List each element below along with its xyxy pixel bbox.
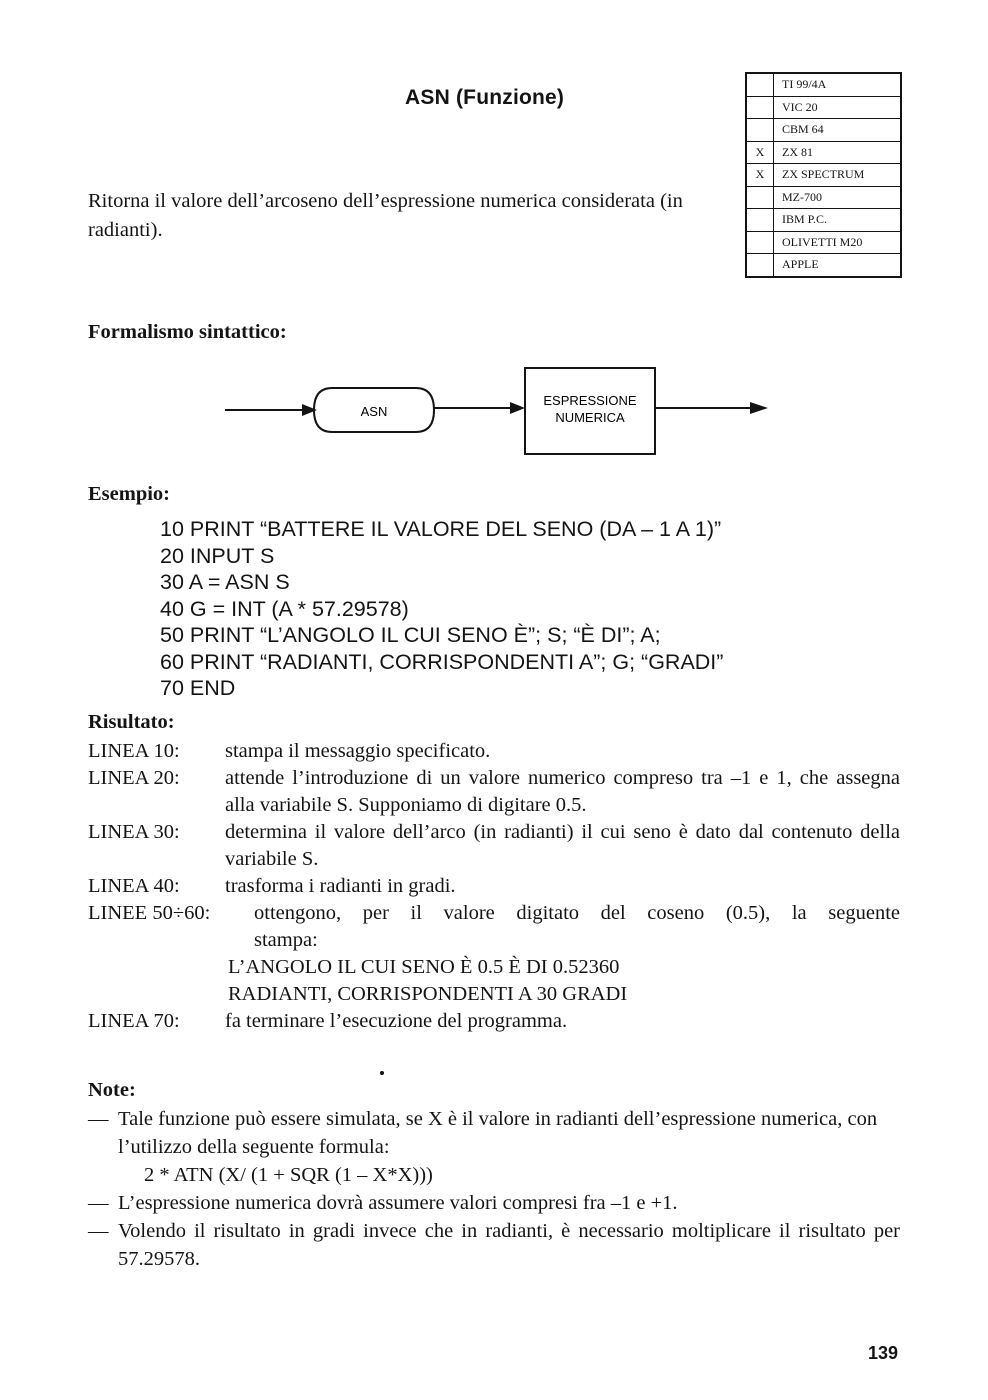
results-section: [88, 738, 900, 1035]
code-line: 70 END: [160, 676, 236, 700]
result-text: trasforma i radianti in gradi.: [225, 875, 456, 897]
compatibility-system-name: ZX SPECTRUM: [774, 164, 902, 187]
result-label: LINEA 70:: [88, 1010, 180, 1032]
note-dash: —: [88, 1108, 109, 1130]
compatibility-row: [746, 254, 901, 277]
note-item-1: [88, 1105, 900, 1189]
result-label: LINEA 20:: [88, 767, 180, 789]
expression-box-line2: NUMERICA: [555, 410, 625, 425]
example-heading: Esempio:: [88, 483, 170, 505]
syntax-diagram: [220, 360, 780, 460]
intro-paragraph: Ritorna il valore dell’arcoseno dell’espressione numerica considerata (in radianti).: [88, 190, 683, 241]
compatibility-mark: [746, 73, 774, 96]
diagram-arrow-3: [750, 402, 768, 414]
result-text: fa terminare l’esecuzione del programma.: [225, 1010, 568, 1032]
compatibility-mark: [746, 209, 774, 232]
compatibility-row: [746, 231, 901, 254]
result-label: LINEE 50÷60:: [88, 902, 211, 924]
compatibility-row: [746, 164, 901, 187]
code-line: 60 PRINT “RADIANTI, CORRISPONDENTI A”; G; “GRADI”: [160, 649, 724, 674]
diagram-arrow-2: [510, 402, 525, 414]
compatibility-row: [746, 119, 901, 142]
note-dash: —: [88, 1192, 109, 1214]
compatibility-system-name: CBM 64: [774, 119, 902, 142]
expression-box-line1: ESPRESSIONE: [543, 393, 637, 408]
note-item-2: [88, 1189, 900, 1217]
code-line: 40 G = INT (A * 57.29578): [160, 596, 409, 621]
note-text: L’espressione numerica dovrà assumere valori compresi fra –1 e +1.: [118, 1192, 678, 1214]
result-label: LINEA 30:: [88, 821, 180, 843]
stray-dot: [380, 1071, 384, 1075]
compatibility-mark: [746, 119, 774, 142]
note-dash: —: [88, 1220, 109, 1242]
code-line: 50 PRINT “L’ANGOLO IL CUI SENO È”; S; “È DI”; A;: [160, 623, 661, 647]
compatibility-system-name: IBM P.C.: [774, 209, 902, 232]
compatibility-row: [746, 73, 901, 96]
note-formula: 2 * ATN (X/ (1 + SQR (1 – X*X))): [144, 1164, 433, 1186]
result-text: stampa il messaggio specificato.: [225, 740, 491, 762]
result-line-20: [88, 765, 900, 819]
keyword-label: ASN: [360, 404, 388, 419]
compatibility-mark: X: [746, 164, 774, 187]
notes-heading: Note:: [88, 1079, 136, 1101]
result-text-continuation: stampa:: [254, 929, 318, 951]
compatibility-mark: [746, 231, 774, 254]
page-title: ASN (Funzione): [405, 86, 565, 109]
compatibility-system-name: VIC 20: [774, 96, 902, 119]
compatibility-mark: [746, 96, 774, 119]
compatibility-row: [746, 209, 901, 232]
compatibility-table: [745, 72, 902, 278]
output-line-2: RADIANTI, CORRISPONDENTI A 30 GRADI: [228, 983, 628, 1005]
result-heading: Risultato:: [88, 711, 175, 733]
result-line-40: [88, 873, 900, 900]
compatibility-mark: [746, 254, 774, 277]
result-line-70: [88, 1008, 900, 1035]
compatibility-system-name: OLIVETTI M20: [774, 231, 902, 254]
compatibility-system-name: APPLE: [774, 254, 902, 277]
page-number: 139: [868, 1343, 899, 1363]
result-text: determina il valore dell’arco (in radianti) il cui seno è dato dal contenuto della variabile S.: [225, 821, 900, 870]
result-line-50-60: [88, 900, 900, 1008]
note-text: Tale funzione può essere simulata, se X è il valore in radianti dell’espressione numerica, con l’utilizzo della seguente formula:: [118, 1108, 878, 1158]
formalism-heading: Formalismo sintattico:: [88, 321, 287, 343]
compatibility-system-name: ZX 81: [774, 141, 902, 164]
compatibility-mark: X: [746, 141, 774, 164]
note-item-3: [88, 1217, 900, 1273]
result-line-30: [88, 819, 900, 873]
code-listing: [160, 516, 723, 702]
code-line: 10 PRINT “BATTERE IL VALORE DEL SENO (DA – 1 A 1)”: [160, 517, 722, 541]
notes-section: [88, 1105, 900, 1273]
result-label: LINEA 40:: [88, 875, 180, 897]
code-line: 30 A = ASN S: [160, 570, 290, 594]
compatibility-mark: [746, 186, 774, 209]
compatibility-system-name: MZ-700: [774, 186, 902, 209]
compatibility-row: [746, 186, 901, 209]
compatibility-system-name: TI 99/4A: [774, 73, 902, 96]
compatibility-row: [746, 141, 901, 164]
output-line-1: L’ANGOLO IL CUI SENO È 0.5 È DI 0.52360: [228, 956, 620, 978]
compatibility-row: [746, 96, 901, 119]
note-text: Volendo il risultato in gradi invece che in radianti, è necessario moltiplicare il risultato per 57.29578.: [118, 1220, 900, 1270]
result-text: ottengono, per il valore digitato del coseno (0.5), la seguente: [254, 902, 900, 924]
result-line-10: [88, 738, 900, 765]
code-line: 20 INPUT S: [160, 543, 275, 568]
result-text: attende l’introduzione di un valore numerico compreso tra –1 e 1, che assegna alla variabile S. Supponiamo di digitare 0.5.: [225, 767, 900, 816]
result-label: LINEA 10:: [88, 740, 180, 762]
